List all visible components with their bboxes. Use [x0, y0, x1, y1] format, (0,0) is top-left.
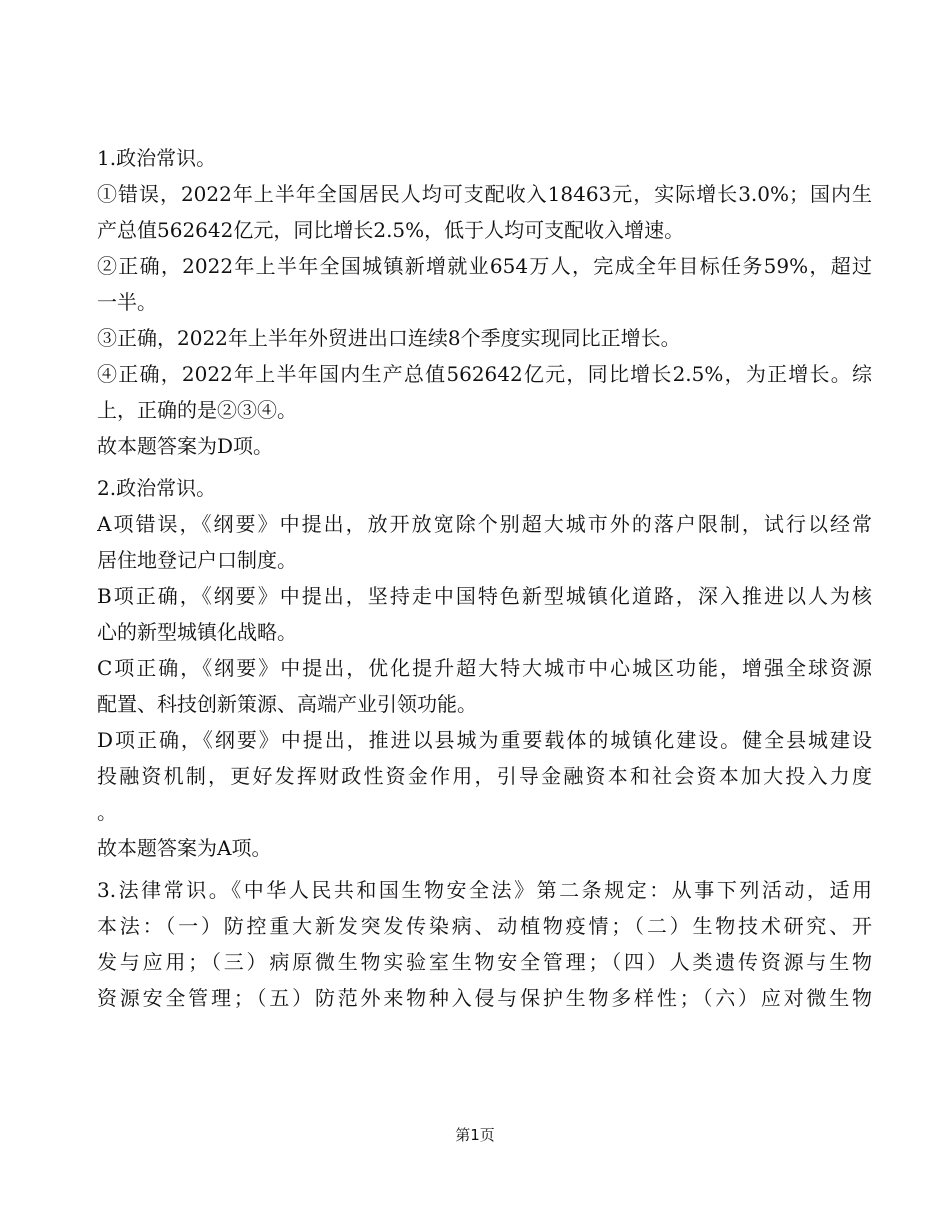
page-number: 第1页 — [455, 1126, 495, 1144]
text-line: A项错误，《纲要》中提出，放开放宽除个别超大城市外的落户限制，试行以经常 — [97, 512, 872, 536]
text-line: ④正确，2022年上半年国内生产总值562642亿元，同比增长2.5%，为正增长。综 — [97, 362, 872, 386]
text-line: 3.法律常识。《中华人民共和国生物安全法》第二条规定：从事下列活动，适用 — [97, 878, 872, 902]
text-line: 本法：（一）防控重大新发突发传染病、动植物疫情；（二）生物技术研究、开 — [97, 914, 872, 938]
answer-conclusion: 故本题答案为A项。 — [97, 836, 272, 860]
text-line: 配置、科技创新策源、高端产业引领功能。 — [97, 692, 477, 716]
text-line: 。 — [97, 800, 117, 824]
text-line: ①错误，2022年上半年全国居民人均可支配收入18463元，实际增长3.0%；国内生 — [97, 182, 872, 206]
text-line: 投融资机制，更好发挥财政性资金作用，引导金融资本和社会资本加大投入力度 — [97, 764, 872, 788]
text-line: D项正确，《纲要》中提出，推进以县城为重要载体的城镇化建设。健全县城建设 — [97, 728, 872, 752]
answer-section-1 — [97, 140, 872, 464]
text-line: 资源安全管理；（五）防范外来物种入侵与保护生物多样性；（六）应对微生物 — [97, 986, 872, 1010]
answer-section-2 — [97, 470, 872, 866]
text-line: ③正确，2022年上半年外贸进出口连续8个季度实现同比正增长。 — [97, 326, 681, 350]
text-line: 上，正确的是②③④。 — [97, 398, 297, 422]
section-heading: 2.政治常识。 — [97, 476, 217, 500]
document-body — [97, 140, 872, 1022]
text-line: B项正确，《纲要》中提出，坚持走中国特色新型城镇化道路，深入推进以人为核 — [97, 584, 872, 608]
text-line: 产总值562642亿元，同比增长2.5%，低于人均可支配收入增速。 — [97, 218, 685, 242]
section-heading: 1.政治常识。 — [97, 146, 217, 170]
text-line: 心的新型城镇化战略。 — [97, 620, 297, 644]
text-line: 发与应用；（三）病原微生物实验室生物安全管理；（四）人类遗传资源与生物 — [97, 950, 872, 974]
text-line: 居住地登记户口制度。 — [97, 548, 297, 572]
text-line: ②正确，2022年上半年全国城镇新增就业654万人，完成全年目标任务59%，超过 — [97, 254, 872, 278]
answer-conclusion: 故本题答案为D项。 — [97, 434, 274, 458]
answer-section-3 — [97, 872, 872, 1016]
text-line: 一半。 — [97, 290, 157, 314]
text-line: C项正确，《纲要》中提出，优化提升超大特大城市中心城区功能，增强全球资源 — [97, 656, 872, 680]
